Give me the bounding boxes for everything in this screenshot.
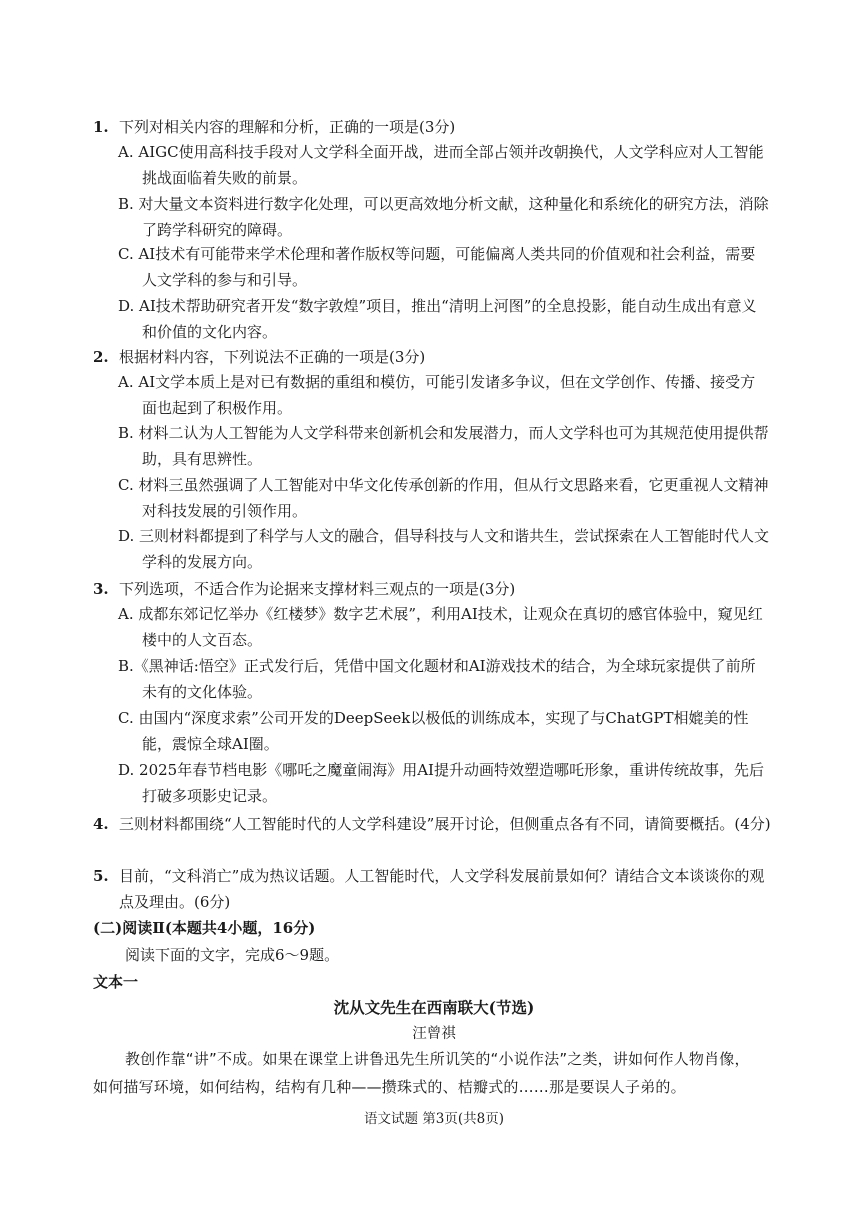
- passage-title: 沈从文先生在西南联大(节选): [333, 998, 535, 1017]
- question-number: 5.: [93, 867, 109, 885]
- option-2a: A. AI文学本质上是对已有数据的重组和模仿，可能引发诸多争议，但在文学创作、传播、接受方面也起到了积极作用。: [118, 373, 756, 417]
- page-footer: 语文试题 第3页(共8页): [363, 1111, 504, 1127]
- question-stem: 下列选项，不适合作为论据来支撑材料三观点的一项是(3分): [119, 580, 516, 598]
- question-stem: 根据材料内容，下列说法不正确的一项是(3分): [119, 348, 426, 366]
- section-heading: (二)阅读Ⅱ(本题共4小题，16分): [93, 919, 316, 937]
- question-stem: 三则材料都围绕“人工智能时代的人文学科建设”展开讨论，但侧重点各有不同，请简要概括。(4分): [119, 815, 771, 833]
- option-3a: A. 成都东郊记忆举办《红楼梦》数字艺术展”，利用AI技术，让观众在真切的感官体验中，窥见红楼中的人文百态。: [118, 605, 763, 649]
- question-5: [93, 863, 779, 915]
- question-3: [93, 576, 753, 602]
- option-2d: D. 三则材料都提到了科学与人文的融合，倡导科技与人文和谐共生，尝试探索在人工智能时代人文学科的发展方向。: [118, 527, 770, 571]
- option-3b: B.《黑神话:悟空》正式发行后，凭借中国文化题材和AI游戏技术的结合，为全球玩家提供了前所未有的文化体验。: [118, 657, 756, 701]
- option-1d: D. AI技术帮助研究者开发“数字敦煌”项目，推出“清明上河图”的全息投影，能自动生成出有意义和价值的文化内容。: [118, 297, 757, 341]
- option-3d: D. 2025年春节档电影《哪吒之魔童闹海》用AI提升动画特效塑造哪吒形象，重讲传统故事，先后打破多项影史记录。: [118, 761, 764, 805]
- question-stem: 目前，“文科消亡”成为热议话题。人工智能时代，人文学科发展前景如何？请结合文本谈谈你的观点及理由。(6分): [119, 867, 765, 911]
- option-1a: A. AIGC使用高科技手段对人文学科全面开战，进而全部占领并改朝换代，人文学科应对人工智能挑战面临着失败的前景。: [118, 143, 764, 187]
- passage-author: 汪曾祺: [412, 1026, 456, 1042]
- question-number: 4.: [93, 815, 109, 833]
- question-number: 2.: [93, 348, 109, 366]
- passage-body: 教创作靠“讲”不成。如果在课堂上讲鲁迅先生所讥笑的“小说作法”之类，讲如何作人物肖像，如何描写环境，如何结构，结构有几种——攒珠式的、桔瓣式的……那是要误人子弟的。: [93, 1050, 750, 1096]
- question-number: 3.: [93, 580, 109, 598]
- option-2b: B. 材料二认为人工智能为人文学科带来创新机会和发展潜力，而人文学科也可为其规范使用提供帮助，具有思辨性。: [118, 424, 769, 468]
- option-3c: C. 由国内“深度求索”公司开发的DeepSeek以极低的训练成本，实现了与ChatGPT相媲美的性能，震惊全球AI圈。: [118, 709, 749, 753]
- question-1: [93, 114, 753, 140]
- text-label: 文本一: [93, 973, 139, 991]
- question-4: [93, 811, 779, 837]
- question-2: [93, 344, 753, 370]
- section-instruction: 阅读下面的文字，完成6～9题。: [125, 946, 340, 964]
- option-1c: C. AI技术有可能带来学术伦理和著作版权等问题，可能偏离人类共同的价值观和社会利益，需要人文学科的参与和引导。: [118, 245, 756, 289]
- question-stem: 下列对相关内容的理解和分析，正确的一项是(3分): [119, 118, 456, 136]
- option-2c: C. 材料三虽然强调了人工智能对中华文化传承创新的作用，但从行文思路来看，它更重视人文精神对科技发展的引领作用。: [118, 476, 769, 520]
- option-1b: B. 对大量文本资料进行数字化处理，可以更高效地分析文献，这种量化和系统化的研究方法，消除了跨学科研究的障碍。: [118, 195, 769, 239]
- question-number: 1.: [93, 118, 109, 136]
